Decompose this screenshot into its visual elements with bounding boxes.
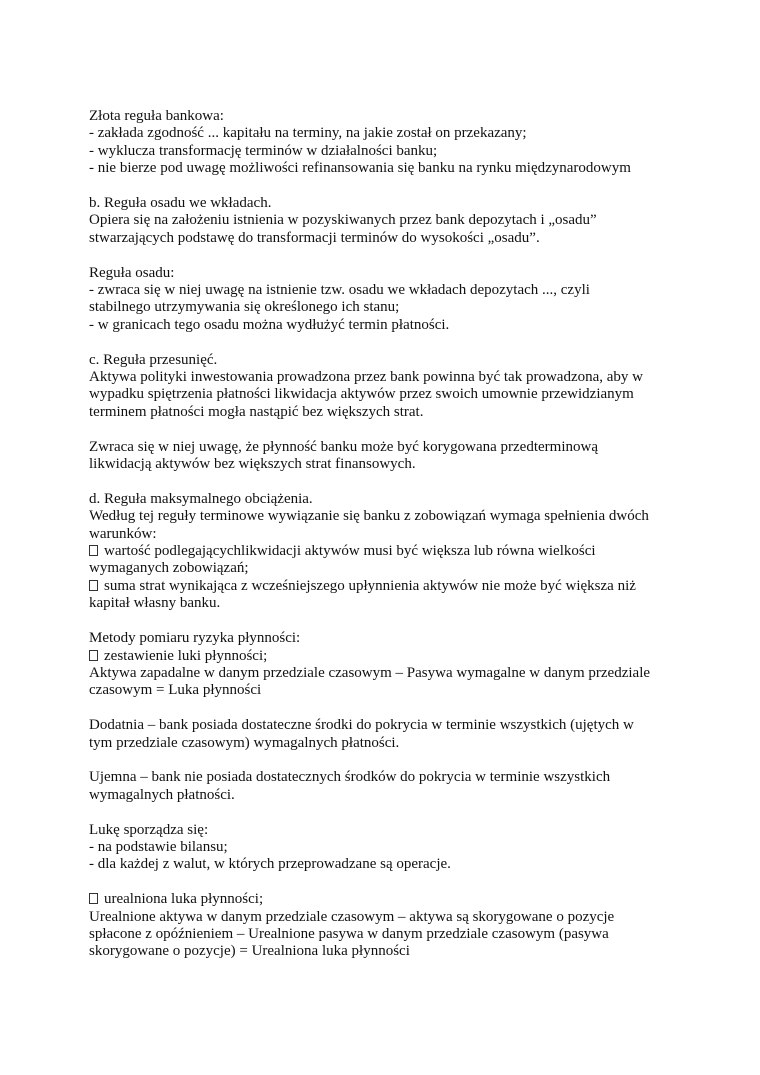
text-line xyxy=(89,665,689,682)
text-line xyxy=(89,317,689,334)
line-text: wymaganych zobowiązań; xyxy=(89,560,249,577)
line-text: Urealnione aktywa w danym przedziale czasowym – aktywa są skorygowane o pozycje xyxy=(89,908,615,925)
text-line xyxy=(89,630,689,647)
paragraph-ujemna xyxy=(89,769,689,804)
line-text: Aktywa zapadalne w danym przedziale czasowym – Pasywa wymagalne w danym przedziale xyxy=(89,664,651,681)
bullet-box-icon xyxy=(89,650,98,661)
paragraph-regula-osadu xyxy=(89,265,689,335)
text-line xyxy=(89,282,689,299)
line-text: tym przedziale czasowym) wymagalnych płatności. xyxy=(89,734,400,751)
line-text: Według tej reguły terminowe wywiązanie się banku z zobowiązań wymaga spełnienia dwóch xyxy=(89,508,649,525)
text-line xyxy=(89,543,689,560)
text-line xyxy=(89,839,689,856)
paragraph-luke-sporzadza xyxy=(89,822,689,874)
text-line xyxy=(89,299,689,316)
line-text: - nie bierze pod uwagę możliwości refinansowania się banku na rynku międzynarodowym xyxy=(89,160,631,177)
line-text: Zwraca się w niej uwagę, że płynność banku może być korygowana przedterminową xyxy=(89,438,598,455)
text-line xyxy=(89,560,689,577)
line-text: - w granicach tego osadu można wydłużyć termin płatności. xyxy=(89,316,450,333)
line-text: terminem płatności mogła nastąpić bez większych strat. xyxy=(89,403,424,420)
line-text: Dodatnia – bank posiada dostateczne środki do pokrycia w terminie wszystkich (ujętych w xyxy=(89,717,634,734)
text-line xyxy=(89,404,689,421)
text-line xyxy=(89,160,689,177)
line-text: Lukę sporządza się: xyxy=(89,821,209,838)
paragraph-regula-osadu-wklady xyxy=(89,195,689,247)
line-text: - na podstawie bilansu; xyxy=(89,838,228,855)
paragraph-dodatnia xyxy=(89,717,689,752)
line-text: - dla każdej z walut, w których przeprowadzane są operacje. xyxy=(89,856,451,873)
text-line xyxy=(89,456,689,473)
line-text: stabilnego utrzymywania się określonego ich stanu; xyxy=(89,299,400,316)
text-line xyxy=(89,230,689,247)
line-text: Aktywa polityki inwestowania prowadzona przez bank powinna być tak prowadzona, aby w xyxy=(89,369,643,386)
text-line xyxy=(89,491,689,508)
line-text: warunków: xyxy=(89,525,157,542)
line-text: - wyklucza transformację terminów w działalności banku; xyxy=(89,142,438,159)
text-line xyxy=(89,439,689,456)
line-text: Złota reguła bankowa: xyxy=(89,108,224,124)
line-text: urealniona luka płynności; xyxy=(104,891,264,908)
line-text: zestawienie luki płynności; xyxy=(104,647,268,664)
line-text: Ujemna – bank nie posiada dostatecznych środków do pokrycia w terminie wszystkich xyxy=(89,769,611,786)
text-line xyxy=(89,943,689,960)
line-text: c. Reguła przesunięć. xyxy=(89,351,218,368)
text-line xyxy=(89,909,689,926)
line-text: Reguła osadu: xyxy=(89,264,175,281)
text-line xyxy=(89,125,689,142)
line-text: b. Reguła osadu we wkładach. xyxy=(89,195,272,212)
line-text: skorygowane o pozycje) = Urealniona luka płynności xyxy=(89,943,410,960)
text-line xyxy=(89,648,689,665)
line-text: Metody pomiaru ryzyka płynności: xyxy=(89,630,301,647)
line-text: wymagalnych płatności. xyxy=(89,786,235,803)
text-line xyxy=(89,578,689,595)
line-text: wartość podlegającychlikwidacji aktywów musi być większa lub równa wielkości xyxy=(104,543,596,560)
text-line xyxy=(89,787,689,804)
line-text: stwarzających podstawę do transformacji terminów do wysokości „osadu”. xyxy=(89,229,540,246)
text-line xyxy=(89,891,689,908)
text-line xyxy=(89,735,689,752)
text-line xyxy=(89,595,689,612)
line-text: - zakłada zgodność ... kapitału na terminy, na jakie został on przekazany; xyxy=(89,125,527,142)
text-line xyxy=(89,352,689,369)
paragraph-zwraca-sie xyxy=(89,439,689,474)
line-text: - zwraca się w niej uwagę na istnienie tzw. osadu we wkładach depozytach ..., czyli xyxy=(89,282,590,299)
text-line xyxy=(89,265,689,282)
paragraph-urealniona xyxy=(89,891,689,961)
line-text: spłacone z opóźnieniem – Urealnione pasywa w danym przedziale czasowym (pasywa xyxy=(89,925,609,942)
text-line xyxy=(89,717,689,734)
text-line xyxy=(89,508,689,525)
line-text: kapitał własny banku. xyxy=(89,595,221,612)
document-body xyxy=(89,108,689,961)
paragraph-metody-pomiaru xyxy=(89,630,689,700)
paragraph-regula-przesuniec xyxy=(89,352,689,422)
text-line xyxy=(89,682,689,699)
text-line xyxy=(89,526,689,543)
line-text: d. Reguła maksymalnego obciążenia. xyxy=(89,490,313,507)
text-line xyxy=(89,856,689,873)
bullet-box-icon xyxy=(89,893,98,904)
text-line xyxy=(89,822,689,839)
bullet-box-icon xyxy=(89,580,98,591)
text-line xyxy=(89,108,689,125)
text-line xyxy=(89,369,689,386)
text-line xyxy=(89,212,689,229)
paragraph-regula-maks xyxy=(89,491,689,613)
text-line xyxy=(89,195,689,212)
line-text: suma strat wynikająca z wcześniejszego upłynnienia aktywów nie może być większa niż xyxy=(104,577,636,594)
text-line xyxy=(89,769,689,786)
line-text: Opiera się na założeniu istnienia w pozyskiwanych przez bank depozytach i „osadu” xyxy=(89,212,597,229)
bullet-box-icon xyxy=(89,545,98,556)
text-line xyxy=(89,926,689,943)
text-line xyxy=(89,143,689,160)
text-line xyxy=(89,386,689,403)
line-text: czasowym = Luka płynności xyxy=(89,682,262,699)
line-text: likwidacją aktywów bez większych strat finansowych. xyxy=(89,456,416,473)
paragraph-zlota-regula xyxy=(89,108,689,178)
line-text: wypadku spiętrzenia płatności likwidacja aktywów przez swoich umownie przewidzianym xyxy=(89,386,634,403)
